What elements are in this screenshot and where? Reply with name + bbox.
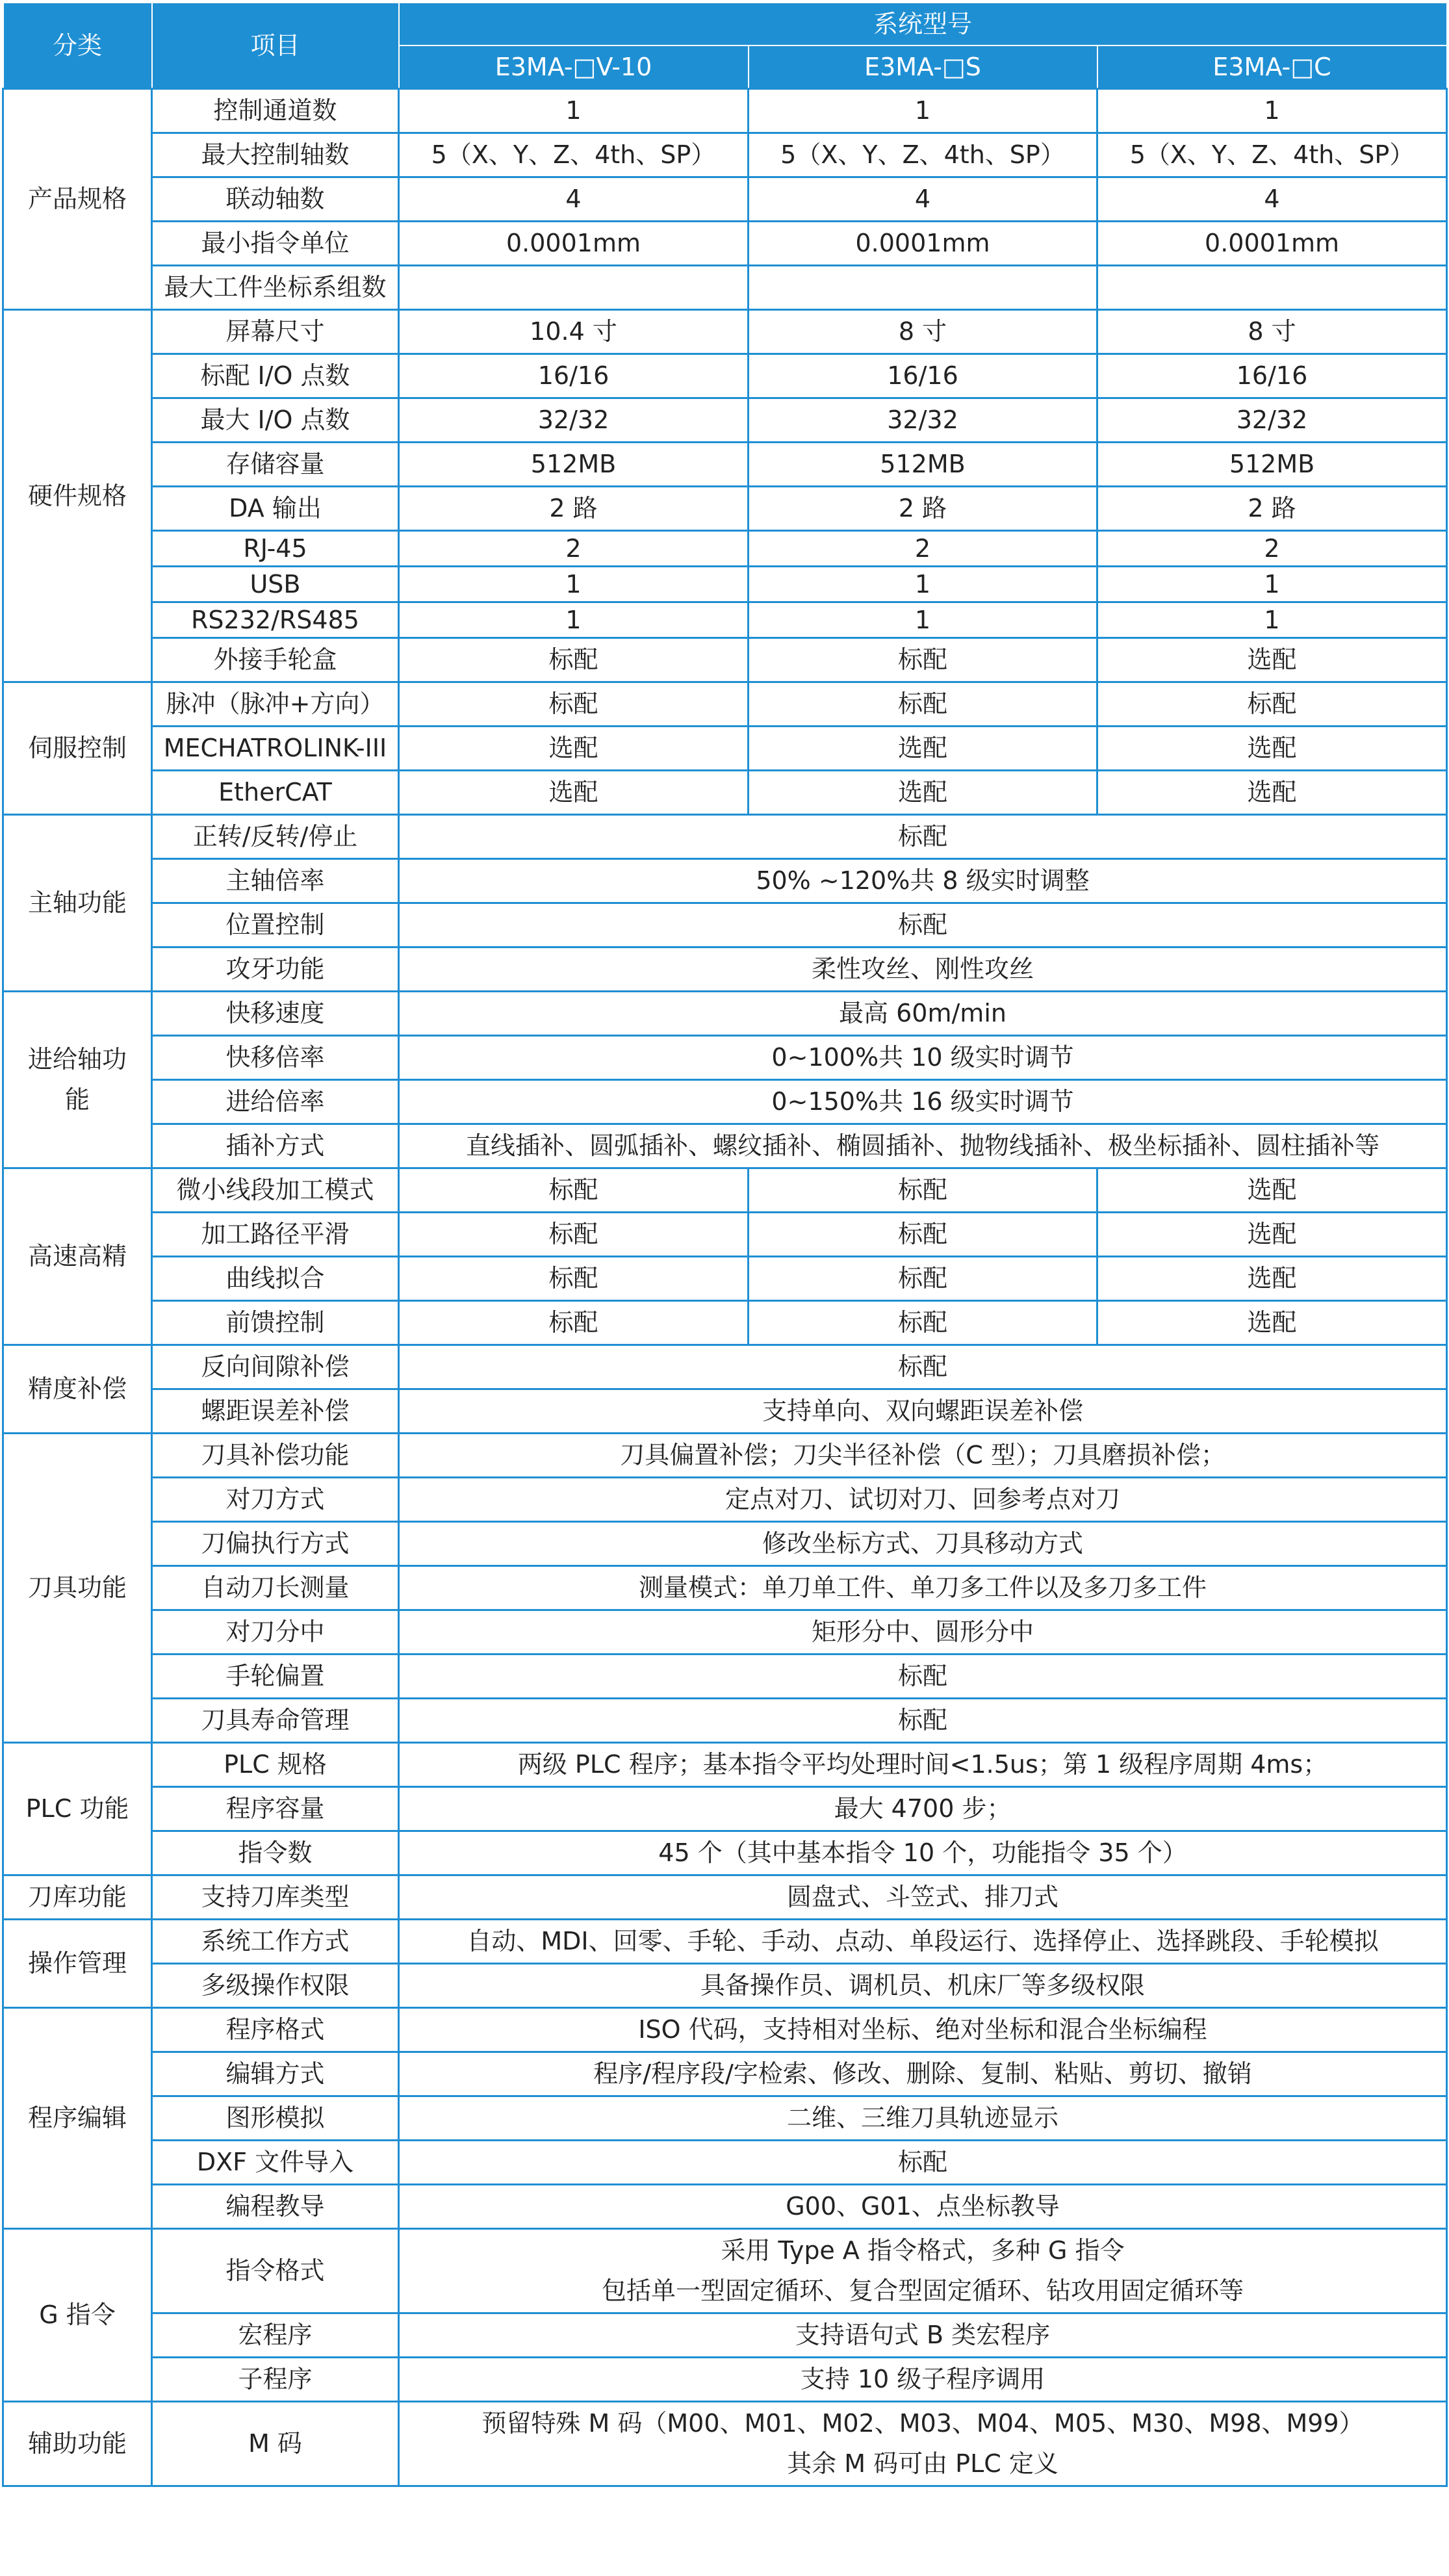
value-cell: 512MB: [749, 442, 1097, 486]
table-row: [3, 133, 1447, 177]
value-cell: 512MB: [399, 442, 749, 486]
table-row: [3, 1300, 1447, 1345]
item-cell: MECHATROLINK-III: [152, 726, 399, 770]
spanning-value-cell: 测量模式：单刀单工件、单刀多工件以及多刀多工件: [399, 1565, 1447, 1610]
spanning-value-cell: 最大 4700 步；: [399, 1786, 1447, 1831]
table-row: [3, 682, 1447, 726]
value-line: 预留特殊 M 码（M00、M01、M02、M03、M04、M05、M30、M98、M99）: [481, 2409, 1364, 2438]
value-cell: 标配: [399, 1256, 749, 1300]
spanning-value-cell: 支持 10 级子程序调用: [399, 2357, 1447, 2401]
table-row: [3, 2228, 1447, 2313]
item-cell: PLC 规格: [152, 1742, 399, 1786]
spanning-value-cell: G00、G01、点坐标教导: [399, 2184, 1447, 2228]
item-cell: 微小线段加工模式: [152, 1168, 399, 1212]
value-line: 包括单一型固定循环、复合型固定循环、钻攻用固定循环等: [602, 2276, 1244, 2305]
value-cell: 标配: [749, 1168, 1097, 1212]
value-cell: 标配: [749, 638, 1097, 682]
item-cell: 位置控制: [152, 903, 399, 947]
category-cell: 伺服控制: [3, 682, 152, 814]
spanning-value-cell: 支持语句式 B 类宏程序: [399, 2313, 1447, 2357]
header-model-1: E3MA-□V-10: [399, 45, 749, 88]
item-cell: 进给倍率: [152, 1079, 399, 1124]
table-row: [3, 2401, 1447, 2486]
item-cell: 自动刀长测量: [152, 1565, 399, 1610]
table-row: [3, 1831, 1447, 1875]
value-cell: 1: [749, 566, 1097, 602]
item-cell: M 码: [152, 2401, 399, 2486]
value-cell: 2: [749, 530, 1097, 566]
item-cell: 标配 I/O 点数: [152, 354, 399, 398]
table-row: [3, 858, 1447, 903]
spanning-value-cell: 二维、三维刀具轨迹显示: [399, 2096, 1447, 2140]
value-cell: 32/32: [399, 398, 749, 442]
item-cell: 存储容量: [152, 442, 399, 486]
spanning-value-cell: 直线插补、圆弧插补、螺纹插补、椭圆插补、抛物线插补、极坐标插补、圆柱插补等: [399, 1124, 1447, 1168]
item-cell: 屏幕尺寸: [152, 309, 399, 354]
category-cell: 进给轴功能: [3, 991, 152, 1168]
spanning-value-cell: 圆盘式、斗笠式、排刀式: [399, 1875, 1447, 1919]
value-line: 采用 Type A 指令格式，多种 G 指令: [721, 2236, 1125, 2265]
item-cell: 外接手轮盒: [152, 638, 399, 682]
value-cell: 5（X、Y、Z、4th、SP）: [1097, 133, 1447, 177]
value-cell: 1: [1097, 88, 1447, 133]
item-cell: 脉冲（脉冲+方向）: [152, 682, 399, 726]
table-row: [3, 221, 1447, 265]
table-row: [3, 2140, 1447, 2184]
value-cell: 2 路: [1097, 486, 1447, 530]
table-row: [3, 309, 1447, 354]
table-row: [3, 770, 1447, 814]
value-cell: 1: [1097, 566, 1447, 602]
value-cell: 8 寸: [749, 309, 1097, 354]
item-cell: DXF 文件导入: [152, 2140, 399, 2184]
value-cell: [749, 265, 1097, 309]
table-row: [3, 947, 1447, 991]
item-cell: EtherCAT: [152, 770, 399, 814]
spanning-value-cell: 自动、MDI、回零、手轮、手动、点动、单段运行、选择停止、选择跳段、手轮模拟: [399, 1919, 1447, 1963]
value-cell: 2: [399, 530, 749, 566]
table-row: [3, 1212, 1447, 1256]
table-row: [3, 1256, 1447, 1300]
item-cell: 主轴倍率: [152, 858, 399, 903]
category-cell: 高速高精: [3, 1168, 152, 1345]
value-cell: 选配: [1097, 726, 1447, 770]
value-cell: 1: [399, 566, 749, 602]
spanning-value-cell: 具备操作员、调机员、机床厂等多级权限: [399, 1963, 1447, 2007]
value-cell: 0.0001mm: [1097, 221, 1447, 265]
table-row: [3, 726, 1447, 770]
spanning-value-cell: 标配: [399, 2140, 1447, 2184]
table-row: [3, 1345, 1447, 1389]
item-cell: 对刀方式: [152, 1477, 399, 1521]
item-cell: 指令数: [152, 1831, 399, 1875]
value-line: 其余 M 码可由 PLC 定义: [787, 2449, 1058, 2478]
item-cell: 前馈控制: [152, 1300, 399, 1345]
value-cell: 选配: [1097, 1168, 1447, 1212]
value-cell: 4: [1097, 177, 1447, 221]
table-row: [3, 814, 1447, 858]
value-cell: 512MB: [1097, 442, 1447, 486]
item-cell: 指令格式: [152, 2228, 399, 2313]
category-cell: 辅助功能: [3, 2401, 152, 2486]
value-cell: 16/16: [399, 354, 749, 398]
value-cell: 标配: [749, 1300, 1097, 1345]
value-cell: 0.0001mm: [749, 221, 1097, 265]
item-cell: 编程教导: [152, 2184, 399, 2228]
table-row: [3, 1168, 1447, 1212]
value-cell: 选配: [749, 726, 1097, 770]
item-cell: 控制通道数: [152, 88, 399, 133]
category-cell: 程序编辑: [3, 2007, 152, 2228]
category-cell: 精度补偿: [3, 1345, 152, 1433]
table-header: [3, 3, 1447, 88]
table-row: [3, 486, 1447, 530]
item-cell: 最大 I/O 点数: [152, 398, 399, 442]
table-row: [3, 1521, 1447, 1565]
table-row: [3, 1919, 1447, 1963]
table-row: [3, 1389, 1447, 1433]
value-cell: 标配: [1097, 682, 1447, 726]
value-cell: 1: [1097, 602, 1447, 638]
spanning-value-cell: 50% ~120%共 8 级实时调整: [399, 858, 1447, 903]
category-cell: 产品规格: [3, 88, 152, 309]
spanning-value-cell: 标配: [399, 814, 1447, 858]
table-row: [3, 1433, 1447, 1477]
value-cell: 标配: [399, 1212, 749, 1256]
value-cell: 1: [749, 602, 1097, 638]
item-cell: DA 输出: [152, 486, 399, 530]
value-cell: 选配: [1097, 1212, 1447, 1256]
value-cell: 2 路: [749, 486, 1097, 530]
spanning-value-cell: 标配: [399, 903, 1447, 947]
item-cell: 图形模拟: [152, 2096, 399, 2140]
item-cell: RJ-45: [152, 530, 399, 566]
table-body: [3, 88, 1447, 2486]
value-cell: 选配: [1097, 1300, 1447, 1345]
value-cell: 标配: [399, 638, 749, 682]
table-row: [3, 88, 1447, 133]
value-cell: 选配: [1097, 638, 1447, 682]
header-item: 项目: [152, 3, 399, 88]
value-cell: 16/16: [1097, 354, 1447, 398]
item-cell: 程序格式: [152, 2007, 399, 2052]
value-cell: 1: [399, 602, 749, 638]
table-row: [3, 1698, 1447, 1742]
spec-table: [2, 2, 1448, 2487]
value-cell: 4: [749, 177, 1097, 221]
table-row: [3, 1477, 1447, 1521]
item-cell: 刀具寿命管理: [152, 1698, 399, 1742]
value-cell: 1: [399, 88, 749, 133]
value-cell: 5（X、Y、Z、4th、SP）: [749, 133, 1097, 177]
item-cell: 加工路径平滑: [152, 1212, 399, 1256]
item-cell: 编辑方式: [152, 2052, 399, 2096]
item-cell: 刀具补偿功能: [152, 1433, 399, 1477]
value-cell: [399, 265, 749, 309]
spanning-value-cell: 柔性攻丝、刚性攻丝: [399, 947, 1447, 991]
value-cell: 10.4 寸: [399, 309, 749, 354]
item-cell: 子程序: [152, 2357, 399, 2401]
spanning-value-cell: [399, 2401, 1447, 2486]
table-row: [3, 2313, 1447, 2357]
item-cell: USB: [152, 566, 399, 602]
value-cell: 5（X、Y、Z、4th、SP）: [399, 133, 749, 177]
spanning-value-cell: 两级 PLC 程序；基本指令平均处理时间<1.5us；第 1 级程序周期 4ms；: [399, 1742, 1447, 1786]
item-cell: 支持刀库类型: [152, 1875, 399, 1919]
category-cell: 刀库功能: [3, 1875, 152, 1919]
value-cell: 标配: [399, 1300, 749, 1345]
value-cell: 0.0001mm: [399, 221, 749, 265]
value-cell: 标配: [399, 1168, 749, 1212]
table-row: [3, 1610, 1447, 1654]
value-cell: 选配: [399, 726, 749, 770]
item-cell: 攻牙功能: [152, 947, 399, 991]
spanning-value-cell: 程序/程序段/字检索、修改、删除、复制、粘贴、剪切、撤销: [399, 2052, 1447, 2096]
table-row: [3, 1875, 1447, 1919]
item-cell: RS232/RS485: [152, 602, 399, 638]
spanning-value-cell: 修改坐标方式、刀具移动方式: [399, 1521, 1447, 1565]
spanning-value-cell: 支持单向、双向螺距误差补偿: [399, 1389, 1447, 1433]
item-cell: 反向间隙补偿: [152, 1345, 399, 1389]
spanning-value-cell: 矩形分中、圆形分中: [399, 1610, 1447, 1654]
table-row: [3, 991, 1447, 1035]
category-cell: PLC 功能: [3, 1742, 152, 1875]
item-cell: 最大工件坐标系组数: [152, 265, 399, 309]
value-cell: 8 寸: [1097, 309, 1447, 354]
value-cell: 32/32: [1097, 398, 1447, 442]
item-cell: 螺距误差补偿: [152, 1389, 399, 1433]
table-row: [3, 530, 1447, 566]
table-row: [3, 442, 1447, 486]
table-row: [3, 265, 1447, 309]
spanning-value-cell: 45 个（其中基本指令 10 个，功能指令 35 个）: [399, 1831, 1447, 1875]
table-row: [3, 1079, 1447, 1124]
table-row: [3, 1124, 1447, 1168]
table-row: [3, 1565, 1447, 1610]
table-row: [3, 1742, 1447, 1786]
table-row: [3, 2052, 1447, 2096]
value-cell: 4: [399, 177, 749, 221]
item-cell: 插补方式: [152, 1124, 399, 1168]
spanning-value-cell: ISO 代码，支持相对坐标、绝对坐标和混合坐标编程: [399, 2007, 1447, 2052]
table-row: [3, 354, 1447, 398]
value-cell: 16/16: [749, 354, 1097, 398]
table-row: [3, 2096, 1447, 2140]
header-category: 分类: [3, 3, 152, 88]
value-cell: 标配: [749, 682, 1097, 726]
value-cell: 32/32: [749, 398, 1097, 442]
spanning-value-cell: 标配: [399, 1654, 1447, 1698]
spanning-value-cell: 0~100%共 10 级实时调节: [399, 1035, 1447, 1079]
header-system-model: 系统型号: [399, 3, 1447, 45]
spanning-value-cell: 刀具偏置补偿；刀尖半径补偿（C 型）；刀具磨损补偿；: [399, 1433, 1447, 1477]
value-cell: 标配: [749, 1212, 1097, 1256]
item-cell: 联动轴数: [152, 177, 399, 221]
spanning-value-cell: 最高 60m/min: [399, 991, 1447, 1035]
item-cell: 最大控制轴数: [152, 133, 399, 177]
spanning-value-cell: 0~150%共 16 级实时调节: [399, 1079, 1447, 1124]
item-cell: 快移速度: [152, 991, 399, 1035]
table-row: [3, 638, 1447, 682]
item-cell: 手轮偏置: [152, 1654, 399, 1698]
table-row: [3, 1786, 1447, 1831]
table-row: [3, 2357, 1447, 2401]
item-cell: 曲线拟合: [152, 1256, 399, 1300]
item-cell: 宏程序: [152, 2313, 399, 2357]
value-cell: 1: [749, 88, 1097, 133]
item-cell: 程序容量: [152, 1786, 399, 1831]
spanning-value-cell: 定点对刀、试切对刀、回参考点对刀: [399, 1477, 1447, 1521]
header-model-3: E3MA-□C: [1097, 45, 1447, 88]
table-row: [3, 1035, 1447, 1079]
item-cell: 最小指令单位: [152, 221, 399, 265]
table-row: [3, 177, 1447, 221]
item-cell: 多级操作权限: [152, 1963, 399, 2007]
category-cell: 刀具功能: [3, 1433, 152, 1742]
value-cell: 2 路: [399, 486, 749, 530]
spanning-value-cell: 标配: [399, 1698, 1447, 1742]
value-cell: 选配: [749, 770, 1097, 814]
value-cell: 标配: [749, 1256, 1097, 1300]
item-cell: 对刀分中: [152, 1610, 399, 1654]
category-cell: 硬件规格: [3, 309, 152, 682]
value-cell: [1097, 265, 1447, 309]
table-row: [3, 398, 1447, 442]
value-cell: 选配: [1097, 770, 1447, 814]
item-cell: 正转/反转/停止: [152, 814, 399, 858]
header-model-2: E3MA-□S: [749, 45, 1097, 88]
table-row: [3, 1654, 1447, 1698]
value-cell: 选配: [399, 770, 749, 814]
item-cell: 系统工作方式: [152, 1919, 399, 1963]
value-cell: 2: [1097, 530, 1447, 566]
spanning-value-cell: [399, 2228, 1447, 2313]
value-cell: 选配: [1097, 1256, 1447, 1300]
spanning-value-cell: 标配: [399, 1345, 1447, 1389]
table-row: [3, 1963, 1447, 2007]
table-row: [3, 903, 1447, 947]
value-cell: 标配: [399, 682, 749, 726]
table-row: [3, 2184, 1447, 2228]
table-row: [3, 602, 1447, 638]
item-cell: 快移倍率: [152, 1035, 399, 1079]
category-cell: 操作管理: [3, 1919, 152, 2007]
category-cell: 主轴功能: [3, 814, 152, 991]
table-row: [3, 2007, 1447, 2052]
table-row: [3, 566, 1447, 602]
category-cell: G 指令: [3, 2228, 152, 2401]
item-cell: 刀偏执行方式: [152, 1521, 399, 1565]
